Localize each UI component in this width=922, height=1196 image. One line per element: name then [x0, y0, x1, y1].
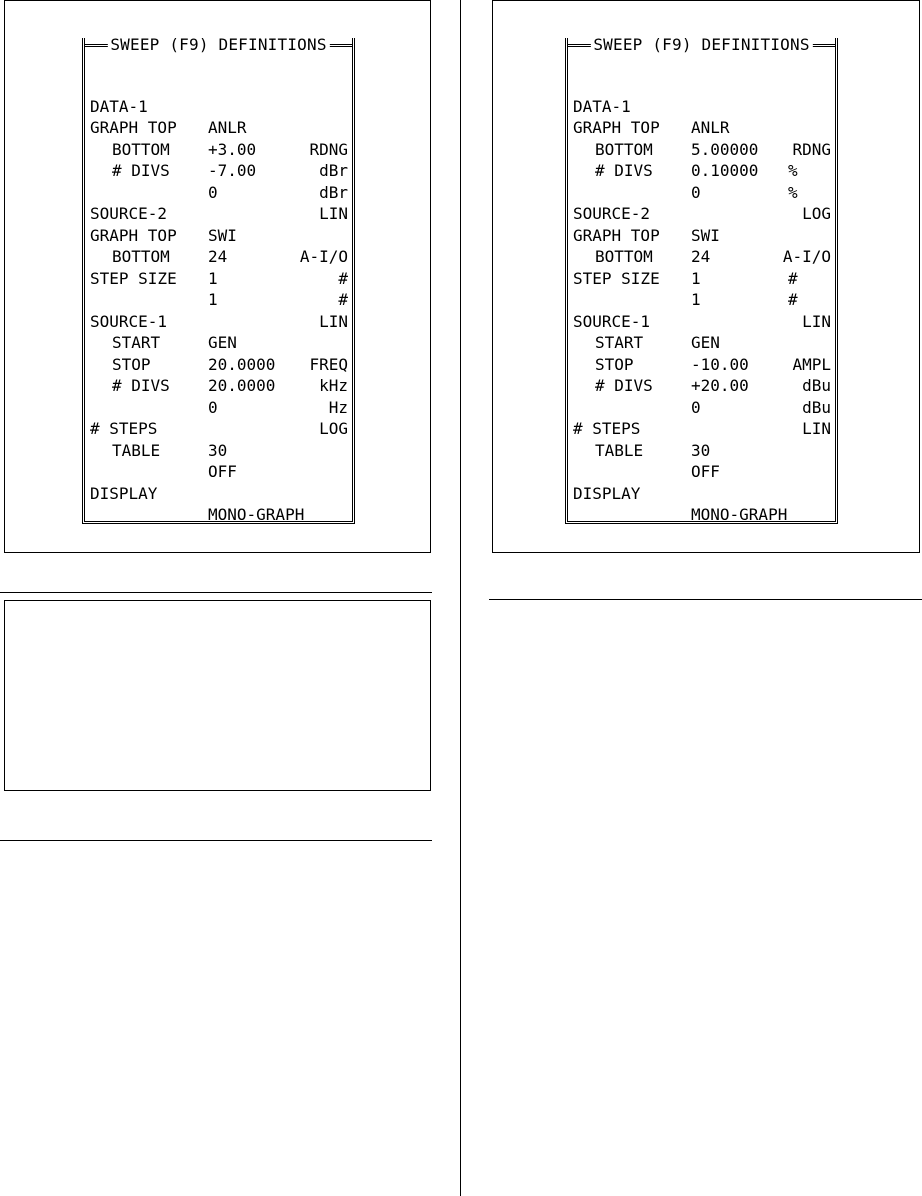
spacer	[573, 440, 831, 462]
graph-top-unit[interactable]: #	[788, 268, 798, 288]
spacer	[90, 440, 348, 462]
graph-top-unit[interactable]: dBr	[319, 161, 348, 180]
section-rule	[489, 599, 922, 600]
source1-label: SOURCE-1	[573, 311, 651, 331]
graph-top-unit[interactable]: #	[338, 268, 348, 288]
bottom-value[interactable]: 1	[691, 268, 701, 288]
bottom-unit[interactable]: #	[788, 290, 798, 309]
figure-frame-right	[492, 0, 920, 553]
column-divider	[460, 0, 461, 1196]
spacer	[90, 160, 348, 182]
step-size-value[interactable]: 1	[691, 290, 701, 309]
sweep-definitions-screen-left	[82, 35, 355, 524]
source2-instrument[interactable]: SWI	[208, 225, 237, 245]
spacer	[573, 375, 831, 397]
screen-title: SWEEP (F9) DEFINITIONS	[107, 36, 329, 54]
start-value[interactable]: -10.00	[691, 354, 749, 374]
bottom-unit[interactable]: #	[338, 290, 348, 309]
step-size-label: STEP SIZE	[90, 268, 177, 288]
spacer	[90, 268, 348, 290]
stop-unit[interactable]: dBu	[802, 397, 831, 417]
display-label: DISPLAY	[90, 483, 158, 503]
stop-value[interactable]: 20.0000	[208, 376, 276, 395]
table-label: TABLE	[595, 440, 644, 460]
step-size-label: STEP SIZE	[573, 268, 660, 288]
figure-frame-left	[4, 0, 431, 553]
steps-label: # STEPS	[573, 419, 641, 438]
source2-mode[interactable]: A-I/O	[782, 247, 831, 266]
data1-label: DATA-1	[90, 96, 148, 116]
data1-mode[interactable]: RDNG	[792, 139, 831, 159]
source2-label: SOURCE-2	[90, 204, 168, 223]
graph-top-unit[interactable]: %	[788, 161, 798, 180]
table-label: TABLE	[112, 440, 161, 460]
divs-scale[interactable]: LIN	[802, 419, 831, 438]
graph-top-label: GRAPH TOP	[573, 118, 660, 137]
start-label: START	[112, 333, 161, 352]
table-value[interactable]: OFF	[208, 462, 237, 481]
steps-label: # STEPS	[90, 419, 158, 438]
divs-label: # DIVS	[595, 161, 653, 180]
divs-scale[interactable]: LOG	[802, 204, 831, 223]
screen-body	[573, 74, 831, 524]
steps-value[interactable]: 30	[208, 440, 228, 460]
source1-instrument[interactable]: GEN	[691, 333, 720, 352]
spacer	[573, 160, 831, 182]
display-value[interactable]: MONO-GRAPH	[208, 505, 305, 524]
bottom-label: BOTTOM	[595, 247, 653, 266]
source1-instrument[interactable]: GEN	[208, 333, 237, 352]
screen-body	[90, 74, 348, 524]
start-label: START	[595, 333, 644, 352]
start-unit[interactable]: kHz	[319, 376, 348, 395]
stop-label: STOP	[595, 354, 634, 374]
data1-label: DATA-1	[573, 96, 631, 116]
step-size-scale[interactable]: LIN	[802, 311, 831, 331]
source2-instrument[interactable]: SWI	[691, 225, 720, 245]
bottom-unit[interactable]: dBr	[319, 182, 348, 202]
source1-label: SOURCE-1	[90, 311, 168, 331]
bottom-value[interactable]: -7.00	[208, 161, 257, 180]
divs-value[interactable]: 0	[691, 397, 701, 417]
table-value[interactable]: OFF	[691, 462, 720, 481]
divs-label: # DIVS	[595, 376, 653, 395]
source1-mode[interactable]: FREQ	[309, 354, 348, 374]
graph-top-value[interactable]: 24	[691, 247, 711, 266]
start-value[interactable]: 20.0000	[208, 354, 276, 374]
bottom-label: BOTTOM	[112, 247, 170, 266]
step-size-scale[interactable]: LIN	[319, 311, 348, 331]
display-label: DISPLAY	[573, 483, 641, 503]
step-size-value[interactable]: 1	[208, 290, 218, 309]
divs-scale[interactable]: LIN	[319, 204, 348, 223]
graph-top-label: GRAPH TOP	[90, 225, 177, 245]
display-value[interactable]: MONO-GRAPH	[691, 505, 788, 524]
start-unit[interactable]: dBu	[802, 376, 831, 395]
divs-value[interactable]: 0	[208, 397, 218, 417]
bottom-unit[interactable]: %	[788, 182, 798, 202]
bottom-label: BOTTOM	[112, 139, 170, 159]
stop-value[interactable]: +20.00	[691, 376, 749, 395]
stop-label: STOP	[112, 354, 151, 374]
graph-top-label: GRAPH TOP	[90, 118, 177, 137]
source2-mode[interactable]: A-I/O	[299, 247, 348, 266]
divs-label: # DIVS	[112, 161, 170, 180]
divs-label: # DIVS	[112, 376, 170, 395]
bottom-value[interactable]: 0.10000	[691, 161, 759, 180]
graph-top-label: GRAPH TOP	[573, 225, 660, 245]
spacer	[90, 375, 348, 397]
screen-title: SWEEP (F9) DEFINITIONS	[590, 36, 812, 54]
steps-value[interactable]: 30	[691, 440, 711, 460]
data1-mode[interactable]: RDNG	[309, 139, 348, 159]
graph-top-value[interactable]: 5.00000	[691, 139, 759, 159]
data1-instrument[interactable]: ANLR	[208, 118, 247, 137]
empty-note-box	[4, 600, 431, 791]
section-rule	[0, 592, 432, 593]
bottom-label: BOTTOM	[595, 139, 653, 159]
source1-mode[interactable]: AMPL	[792, 354, 831, 374]
data1-instrument[interactable]: ANLR	[691, 118, 730, 137]
divs-value[interactable]: 0	[208, 182, 218, 202]
graph-top-value[interactable]: +3.00	[208, 139, 257, 159]
divs-value[interactable]: 0	[691, 182, 701, 202]
display-row	[90, 461, 348, 524]
bottom-value[interactable]: 1	[208, 268, 218, 288]
sweep-definitions-screen-right	[565, 35, 838, 524]
section-rule	[0, 840, 432, 841]
stop-unit[interactable]: Hz	[328, 397, 348, 417]
spacer	[573, 268, 831, 290]
divs-scale[interactable]: LOG	[319, 419, 348, 438]
source2-label: SOURCE-2	[573, 204, 651, 223]
graph-top-value[interactable]: 24	[208, 247, 228, 266]
display-row	[573, 461, 831, 524]
